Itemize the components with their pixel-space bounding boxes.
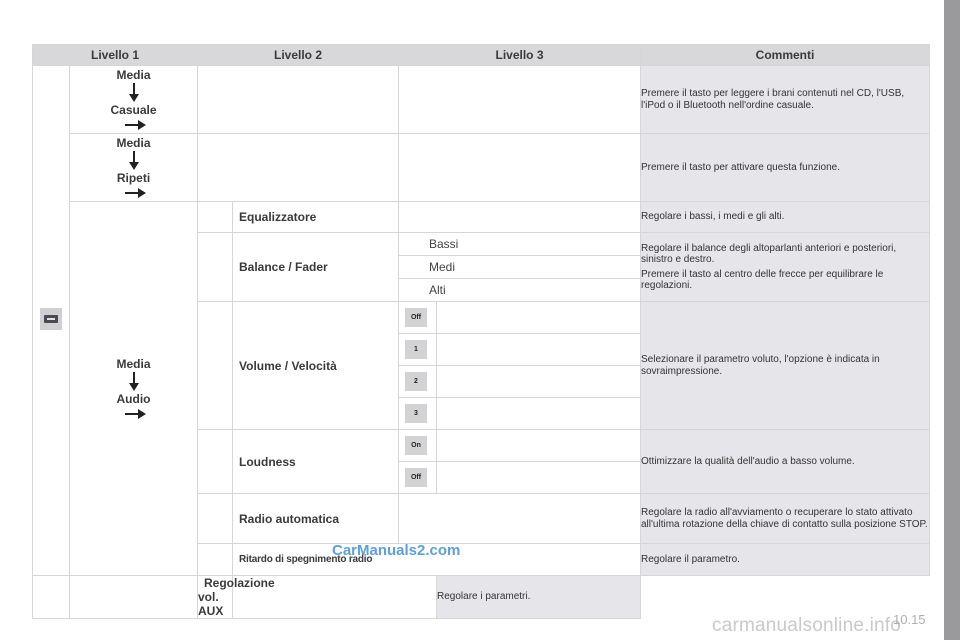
level3-chip-cell [399,398,437,430]
level3-cell [399,256,641,279]
nav-bottom-label: Ripeti [116,171,151,185]
empty-cell [437,302,641,334]
balance-fader-label: Balance / Fader [239,260,328,274]
level3-cell [399,279,641,302]
level1-cell [33,66,70,576]
comment-cell [641,302,930,430]
comment-cell [641,544,930,576]
volume-speed-label: Volume / Velocità [239,358,337,373]
empty-cell [437,430,641,462]
settings-table [32,44,930,619]
header-level1: Livello 1 [33,45,198,66]
spacer-cell [198,233,233,302]
comment-cell [641,202,930,233]
level1-nav-cell [70,134,198,202]
comment-cell [641,134,930,202]
comment-text: Premere il tasto per leggere i brani contenuti nel CD, l'USB, l'iPod o il Bluetooth nell'ordine casuale. [641,88,905,111]
option-off-chip: Off [405,308,427,327]
level1-nav-cell [70,66,198,134]
watermark-carmanuals2: CarManuals2.com [332,542,461,559]
nav-media-casuale [70,68,197,131]
radio-off-delay-label: Ritardo di spegnimento radio [239,554,373,565]
comment-cell [641,430,930,494]
empty-cell [437,334,641,366]
nav-top-label: Media [116,136,151,150]
spacer-cell [198,302,233,430]
sub-option-medi: Medi [429,260,456,274]
nav-media-ripeti [70,136,197,199]
comment-text: Regolare il balance degli altoparlanti anteriori e posteriori, sinistro e destro. [641,242,897,265]
arrow-right-icon [125,187,147,199]
menu-screen-icon [40,308,62,330]
level2-cell [233,233,399,302]
comment-text: Regolare la radio all'avviamento o recuperare lo stato attivato all'ultima rotazione della chiave di contatto sulla posizione STOP. [641,507,928,530]
comment-cell [641,66,930,134]
arrow-right-icon [125,119,147,131]
empty-cell [437,398,641,430]
spacer-cell [198,494,233,544]
level3-cell [399,233,641,256]
comment-cell [641,233,930,302]
empty-cell [399,66,641,134]
level2-cell [233,430,399,494]
comment-cell [437,576,641,619]
comment-text: Ottimizzare la qualità dell'audio a basso volume. [641,455,855,467]
page-edge-strip [944,0,960,640]
table-row [33,134,930,202]
empty-cell [437,462,641,494]
nav-bottom-label: Casuale [110,103,157,117]
level3-chip-cell [399,366,437,398]
table-row [33,202,930,233]
comment-text: Regolare i parametri. [437,591,531,603]
option-off-chip: Off [405,468,427,487]
spacer-cell [33,576,70,619]
header-comments: Commenti [641,45,930,66]
table-header-row [33,45,930,66]
header-level2: Livello 2 [198,45,399,66]
spacer-cell [198,430,233,494]
header-level3: Livello 3 [399,45,641,66]
option-on-chip: On [405,436,427,455]
watermark-carmanualsonline: carmanualsonline.info [712,615,902,636]
level2-cell [198,576,275,619]
comment-cell [641,494,930,544]
arrow-down-icon [128,372,140,392]
empty-cell [198,66,399,134]
comment-text: Regolare i bassi, i medi e gli alti. [641,211,785,223]
sub-option-bassi: Bassi [429,237,459,251]
arrow-down-icon [128,83,140,103]
radio-auto-label: Radio automatica [239,511,340,526]
table-row [33,66,930,134]
empty-cell [399,494,641,544]
level3-chip-cell [399,430,437,462]
comment-text: Regolare il parametro. [641,553,740,565]
page-number: 10.15 [893,612,926,627]
loudness-label: Loudness [239,454,296,469]
empty-cell [399,202,641,233]
level3-chip-cell [399,462,437,494]
spacer-cell [198,202,233,233]
empty-cell [399,134,641,202]
equalizer-label: Equalizzatore [239,210,317,224]
empty-cell [198,134,399,202]
level2-cell [233,202,399,233]
option-3-chip: 3 [405,404,427,423]
option-2-chip: 2 [405,372,427,391]
sub-option-alti: Alti [429,283,446,297]
nav-bottom-label: Audio [116,392,151,406]
nav-top-label: Media [116,357,151,371]
comment-text: Selezionare il parametro voluto, l'opzione è indicata in sovraimpressione. [641,354,880,377]
option-1-chip: 1 [405,340,427,359]
empty-cell [437,366,641,398]
arrow-down-icon [128,151,140,171]
arrow-right-icon [125,408,147,420]
comment-text: Premere il tasto per attivare questa funzione. [641,161,840,173]
level2-cell [233,302,399,430]
level1-nav-cell [70,202,198,576]
table-row [33,576,930,619]
spacer-cell [198,544,233,576]
level3-chip-cell [399,334,437,366]
nav-top-label: Media [116,68,151,82]
nav-media-audio [70,357,197,420]
level2-cell [233,494,399,544]
level3-chip-cell [399,302,437,334]
spacer-cell [70,576,198,619]
comment-text: Premere il tasto al centro delle frecce per equilibrare le regolazioni. [641,268,884,291]
aux-volume-label: Regolazione vol. AUX [198,576,275,618]
